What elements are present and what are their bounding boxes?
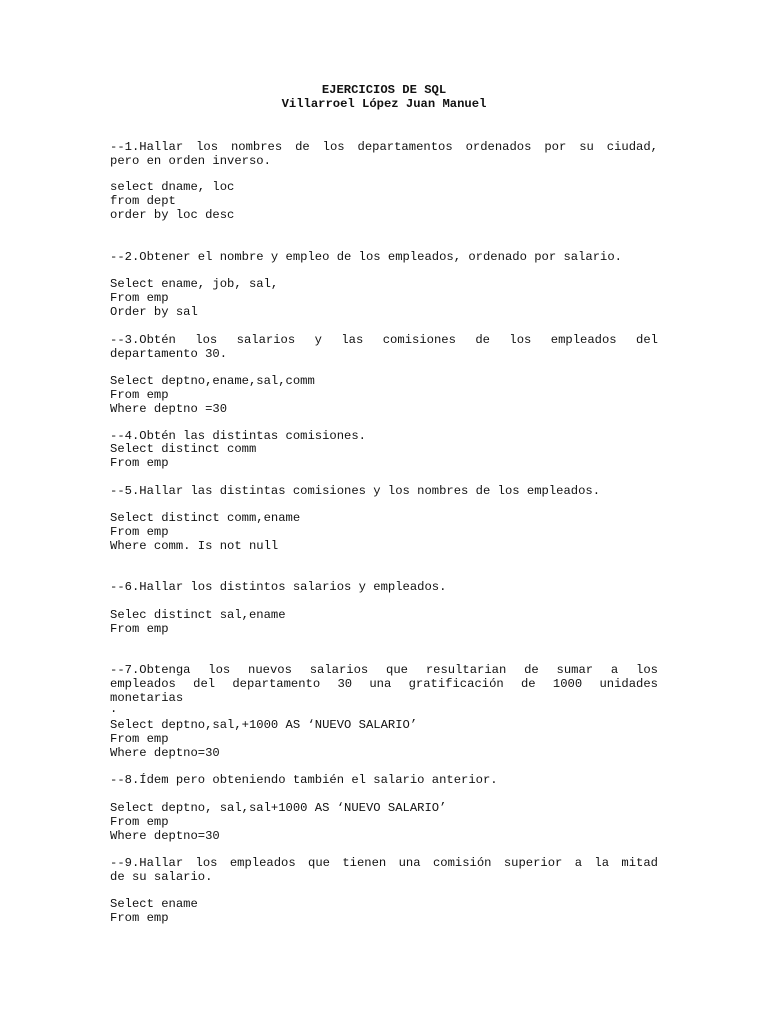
question-line: departamento 30. (110, 347, 228, 361)
sql-code-line: Where comm. Is not null (110, 539, 279, 553)
question-line: monetarias (110, 691, 184, 705)
question-line: --9.Hallar los empleados que tienen una comisión superior a la mitad (110, 856, 658, 870)
sql-code-line: from dept (110, 194, 176, 208)
question-line: --1.Hallar los nombres de los departamentos ordenados por su ciudad, (110, 140, 658, 154)
sql-code-line: From emp (110, 732, 169, 746)
question-line: --3.Obtén los salarios y las comisiones de los empleados del (110, 333, 658, 347)
sql-code-line: From emp (110, 622, 169, 636)
sql-code-line: From emp (110, 388, 169, 402)
sql-code-line: select dname, loc (110, 180, 235, 194)
question-line: . (110, 702, 118, 716)
question-line: de su salario. (110, 870, 213, 884)
sql-code-line: From emp (110, 911, 169, 925)
question-line: --7.Obtenga los nuevos salarios que resultarian de sumar a los (110, 663, 658, 677)
sql-code-line: Select deptno,ename,sal,comm (110, 374, 315, 388)
sql-code-line: Where deptno=30 (110, 829, 220, 843)
question-line: --2.Obtener el nombre y empleo de los empleados, ordenado por salario. (110, 250, 622, 264)
sql-code-line: Where deptno =30 (110, 402, 228, 416)
question-line: --4.Obtén las distintas comisiones. (110, 429, 366, 443)
document-author: Villarroel López Juan Manuel (281, 97, 487, 111)
sql-code-line: Select deptno, sal,sal+1000 AS ‘NUEVO SALARIO’ (110, 801, 447, 815)
sql-code-line: order by loc desc (110, 208, 235, 222)
sql-code-line: From emp (110, 456, 169, 470)
question-line: --6.Hallar los distintos salarios y empleados. (110, 580, 447, 594)
sql-code-line: Where deptno=30 (110, 746, 220, 760)
question-line: --5.Hallar las distintas comisiones y los nombres de los empleados. (110, 484, 601, 498)
sql-code-line: From emp (110, 525, 169, 539)
sql-code-line: Selec distinct sal,ename (110, 608, 286, 622)
question-line: empleados del departamento 30 una gratificación de 1000 unidades (110, 677, 658, 691)
sql-code-line: From emp (110, 815, 169, 829)
sql-code-line: Select distinct comm (110, 442, 257, 456)
sql-code-line: Select ename, job, sal, (110, 277, 279, 291)
sql-code-line: Select ename (110, 897, 198, 911)
sql-code-line: Select deptno,sal,+1000 AS ‘NUEVO SALARIO’ (110, 718, 418, 732)
question-line: pero en orden inverso. (110, 154, 271, 168)
sql-code-line: Select distinct comm,ename (110, 511, 301, 525)
document-title: EJERCICIOS DE SQL (321, 83, 447, 97)
sql-code-line: Order by sal (110, 305, 198, 319)
question-line: --8.Ídem pero obteniendo también el salario anterior. (110, 773, 498, 787)
sql-code-line: From emp (110, 291, 169, 305)
